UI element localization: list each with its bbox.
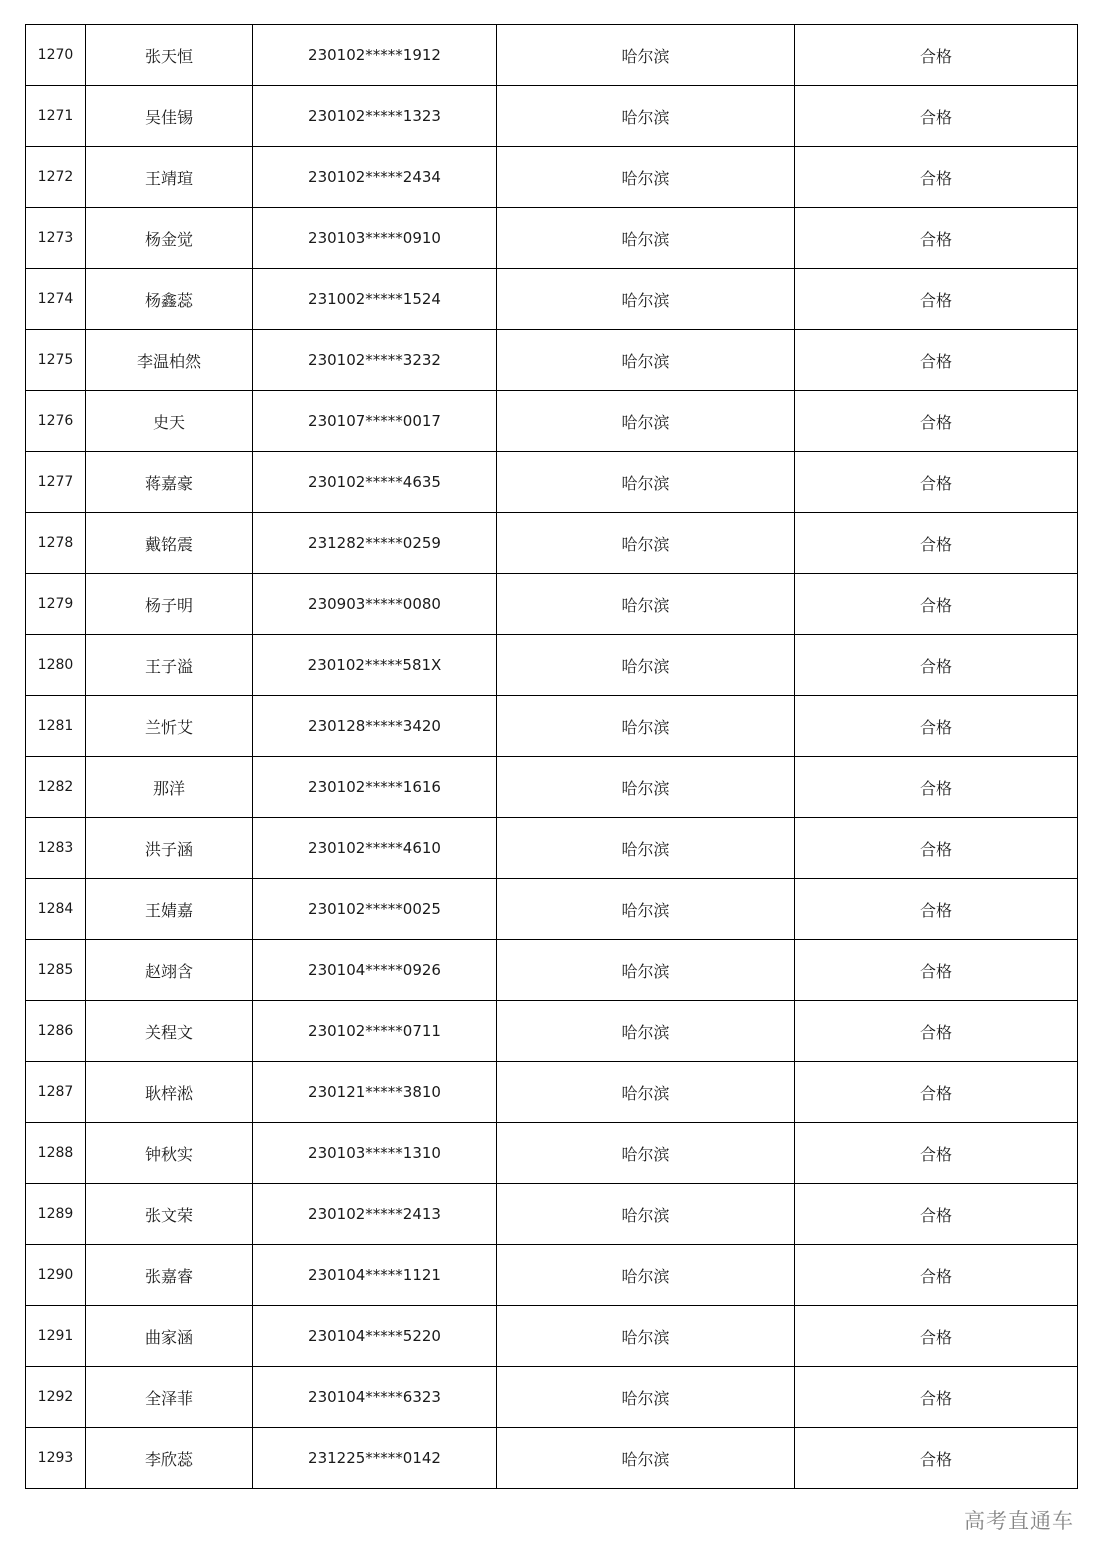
cell-id-number: 230102*****2413 [253, 1184, 497, 1245]
cell-name: 钟秋实 [86, 1123, 253, 1184]
cell-status: 合格 [795, 818, 1078, 879]
table-row [26, 269, 1078, 330]
cell-city: 哈尔滨 [497, 635, 795, 696]
table-row [26, 940, 1078, 1001]
cell-id-number: 230102*****0025 [253, 879, 497, 940]
cell-serial-number: 1289 [26, 1184, 86, 1245]
cell-serial-number: 1292 [26, 1367, 86, 1428]
cell-serial-number: 1273 [26, 208, 86, 269]
table-row [26, 330, 1078, 391]
cell-serial-number: 1270 [26, 25, 86, 86]
cell-status: 合格 [795, 574, 1078, 635]
cell-id-number: 230102*****0711 [253, 1001, 497, 1062]
cell-serial-number: 1281 [26, 696, 86, 757]
table-row [26, 1001, 1078, 1062]
cell-city: 哈尔滨 [497, 574, 795, 635]
cell-id-number: 230103*****0910 [253, 208, 497, 269]
cell-serial-number: 1275 [26, 330, 86, 391]
table-row [26, 696, 1078, 757]
table-row [26, 1306, 1078, 1367]
cell-id-number: 230903*****0080 [253, 574, 497, 635]
cell-city: 哈尔滨 [497, 1306, 795, 1367]
cell-status: 合格 [795, 330, 1078, 391]
cell-name: 曲家涵 [86, 1306, 253, 1367]
watermark-text: 高考直通车 [964, 1509, 1074, 1533]
cell-id-number: 231002*****1524 [253, 269, 497, 330]
table-row [26, 1062, 1078, 1123]
cell-name: 张文荣 [86, 1184, 253, 1245]
cell-city: 哈尔滨 [497, 940, 795, 1001]
cell-city: 哈尔滨 [497, 452, 795, 513]
cell-serial-number: 1293 [26, 1428, 86, 1489]
cell-id-number: 231225*****0142 [253, 1428, 497, 1489]
cell-city: 哈尔滨 [497, 1245, 795, 1306]
cell-city: 哈尔滨 [497, 330, 795, 391]
table-row [26, 879, 1078, 940]
cell-id-number: 230128*****3420 [253, 696, 497, 757]
cell-city: 哈尔滨 [497, 1062, 795, 1123]
cell-status: 合格 [795, 1123, 1078, 1184]
cell-city: 哈尔滨 [497, 513, 795, 574]
cell-serial-number: 1285 [26, 940, 86, 1001]
cell-id-number: 230102*****1323 [253, 86, 497, 147]
cell-id-number: 230104*****6323 [253, 1367, 497, 1428]
cell-serial-number: 1284 [26, 879, 86, 940]
cell-city: 哈尔滨 [497, 1123, 795, 1184]
table-row [26, 635, 1078, 696]
cell-city: 哈尔滨 [497, 1367, 795, 1428]
cell-status: 合格 [795, 1367, 1078, 1428]
cell-name: 杨子明 [86, 574, 253, 635]
cell-serial-number: 1291 [26, 1306, 86, 1367]
cell-name: 杨鑫蕊 [86, 269, 253, 330]
table-row [26, 147, 1078, 208]
cell-serial-number: 1288 [26, 1123, 86, 1184]
cell-name: 王子溢 [86, 635, 253, 696]
cell-serial-number: 1279 [26, 574, 86, 635]
cell-status: 合格 [795, 391, 1078, 452]
cell-status: 合格 [795, 1306, 1078, 1367]
table-row [26, 452, 1078, 513]
cell-city: 哈尔滨 [497, 1001, 795, 1062]
table-row [26, 1367, 1078, 1428]
cell-name: 史天 [86, 391, 253, 452]
cell-id-number: 230102*****1616 [253, 757, 497, 818]
cell-status: 合格 [795, 513, 1078, 574]
cell-id-number: 230103*****1310 [253, 1123, 497, 1184]
cell-id-number: 230104*****5220 [253, 1306, 497, 1367]
cell-id-number: 231282*****0259 [253, 513, 497, 574]
cell-id-number: 230104*****1121 [253, 1245, 497, 1306]
cell-city: 哈尔滨 [497, 208, 795, 269]
cell-name: 那洋 [86, 757, 253, 818]
cell-city: 哈尔滨 [497, 1428, 795, 1489]
cell-city: 哈尔滨 [497, 25, 795, 86]
table-row [26, 757, 1078, 818]
cell-status: 合格 [795, 1062, 1078, 1123]
table-body [26, 25, 1078, 1489]
table-row [26, 1184, 1078, 1245]
table-row [26, 1123, 1078, 1184]
cell-id-number: 230107*****0017 [253, 391, 497, 452]
cell-name: 洪子涵 [86, 818, 253, 879]
cell-status: 合格 [795, 635, 1078, 696]
table-row [26, 513, 1078, 574]
cell-city: 哈尔滨 [497, 147, 795, 208]
cell-id-number: 230104*****0926 [253, 940, 497, 1001]
cell-city: 哈尔滨 [497, 879, 795, 940]
cell-name: 戴铭震 [86, 513, 253, 574]
cell-status: 合格 [795, 147, 1078, 208]
table-row [26, 25, 1078, 86]
cell-id-number: 230102*****2434 [253, 147, 497, 208]
cell-status: 合格 [795, 940, 1078, 1001]
cell-status: 合格 [795, 879, 1078, 940]
cell-name: 李温柏然 [86, 330, 253, 391]
cell-serial-number: 1271 [26, 86, 86, 147]
cell-serial-number: 1272 [26, 147, 86, 208]
cell-id-number: 230102*****4635 [253, 452, 497, 513]
cell-status: 合格 [795, 757, 1078, 818]
cell-name: 赵翊含 [86, 940, 253, 1001]
cell-status: 合格 [795, 1245, 1078, 1306]
cell-name: 李欣蕊 [86, 1428, 253, 1489]
cell-name: 蒋嘉豪 [86, 452, 253, 513]
cell-serial-number: 1282 [26, 757, 86, 818]
cell-serial-number: 1283 [26, 818, 86, 879]
cell-serial-number: 1278 [26, 513, 86, 574]
cell-city: 哈尔滨 [497, 696, 795, 757]
cell-name: 张天恒 [86, 25, 253, 86]
table-row [26, 1245, 1078, 1306]
results-table [25, 24, 1078, 1489]
cell-serial-number: 1280 [26, 635, 86, 696]
cell-status: 合格 [795, 696, 1078, 757]
cell-serial-number: 1287 [26, 1062, 86, 1123]
cell-status: 合格 [795, 1428, 1078, 1489]
table-row [26, 574, 1078, 635]
table-row [26, 1428, 1078, 1489]
cell-id-number: 230102*****4610 [253, 818, 497, 879]
cell-status: 合格 [795, 1184, 1078, 1245]
cell-id-number: 230102*****1912 [253, 25, 497, 86]
cell-status: 合格 [795, 25, 1078, 86]
cell-serial-number: 1290 [26, 1245, 86, 1306]
cell-serial-number: 1276 [26, 391, 86, 452]
cell-status: 合格 [795, 1001, 1078, 1062]
cell-city: 哈尔滨 [497, 757, 795, 818]
cell-serial-number: 1286 [26, 1001, 86, 1062]
table-row [26, 86, 1078, 147]
cell-serial-number: 1274 [26, 269, 86, 330]
cell-name: 张嘉睿 [86, 1245, 253, 1306]
cell-serial-number: 1277 [26, 452, 86, 513]
table-row [26, 208, 1078, 269]
cell-status: 合格 [795, 208, 1078, 269]
cell-status: 合格 [795, 452, 1078, 513]
cell-name: 王靖瑄 [86, 147, 253, 208]
table-row [26, 391, 1078, 452]
cell-city: 哈尔滨 [497, 818, 795, 879]
cell-name: 吴佳锡 [86, 86, 253, 147]
cell-name: 兰忻艾 [86, 696, 253, 757]
cell-id-number: 230102*****581X [253, 635, 497, 696]
cell-city: 哈尔滨 [497, 269, 795, 330]
cell-name: 杨金觉 [86, 208, 253, 269]
cell-city: 哈尔滨 [497, 86, 795, 147]
cell-status: 合格 [795, 269, 1078, 330]
table-row [26, 818, 1078, 879]
cell-city: 哈尔滨 [497, 1184, 795, 1245]
cell-name: 全泽菲 [86, 1367, 253, 1428]
cell-id-number: 230102*****3232 [253, 330, 497, 391]
cell-name: 关程文 [86, 1001, 253, 1062]
cell-name: 耿梓淞 [86, 1062, 253, 1123]
cell-id-number: 230121*****3810 [253, 1062, 497, 1123]
cell-status: 合格 [795, 86, 1078, 147]
cell-name: 王婧嘉 [86, 879, 253, 940]
cell-city: 哈尔滨 [497, 391, 795, 452]
